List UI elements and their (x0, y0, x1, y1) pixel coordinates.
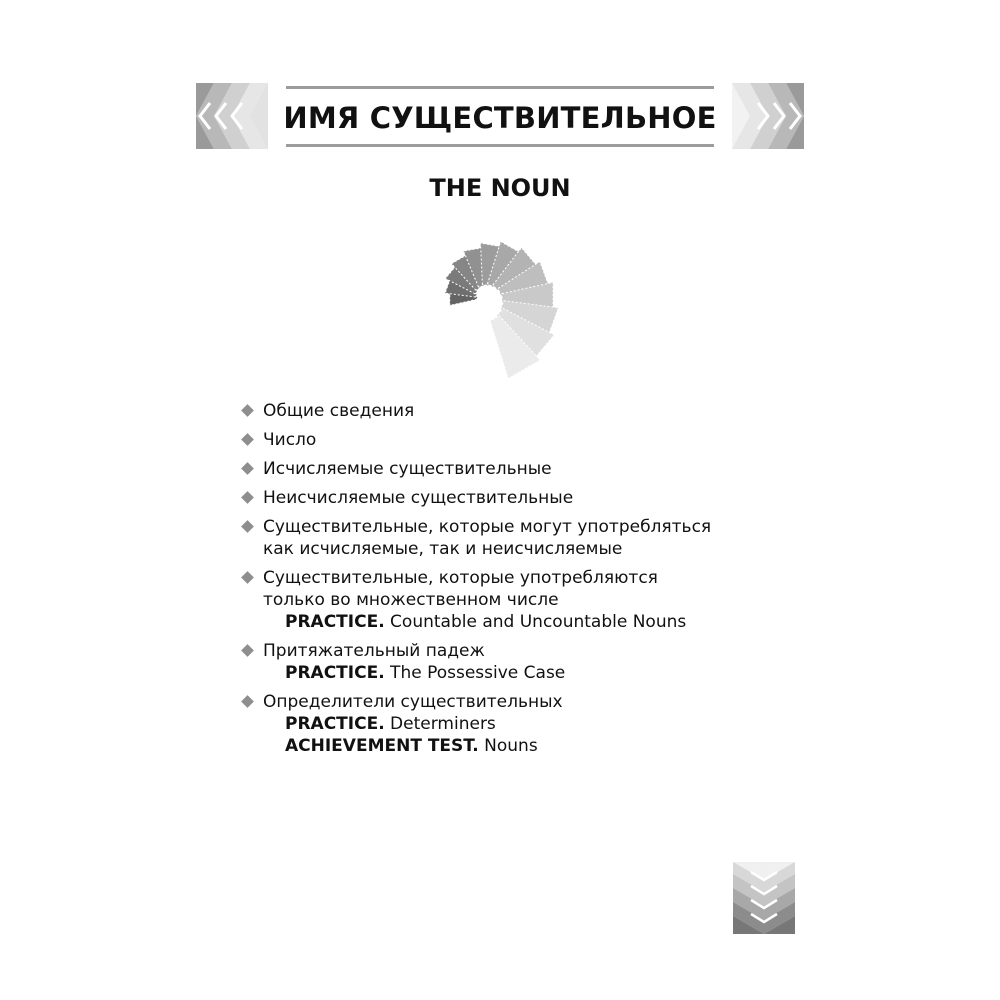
diamond-bullet-icon (241, 644, 254, 657)
contents-item (240, 567, 760, 633)
contents-item-text: Неисчисляемые существительные (263, 488, 574, 508)
contents-item-text: как исчисляемые, так и неисчисляемые (263, 539, 623, 559)
diamond-bullet-icon (241, 433, 254, 446)
contents-item (240, 516, 760, 560)
subitem-text: Nouns (478, 736, 538, 756)
contents-item (240, 691, 760, 757)
contents-item-text: только во множественном числе (263, 590, 559, 610)
diamond-bullet-icon (241, 491, 254, 504)
subitem-text: Determiners (384, 714, 496, 734)
subtitle: THE NOUN (429, 174, 571, 202)
contents-item (240, 400, 760, 422)
contents-item (240, 640, 760, 684)
contents-item-text: Притяжательный падеж (263, 641, 485, 661)
subitem-label: PRACTICE. (285, 714, 385, 734)
chevron-right-decoration-icon (732, 83, 804, 149)
chevron-left-decoration-icon (196, 83, 268, 149)
contents-subitem (263, 662, 760, 684)
contents-item-text: Существительные, которые могут употребляться (263, 517, 712, 537)
contents-list (240, 400, 760, 764)
subitem-label: PRACTICE. (285, 612, 385, 632)
contents-subitem (263, 713, 760, 735)
contents-item-text: Исчисляемые существительные (263, 459, 552, 479)
subitem-text: Countable and Uncountable Nouns (384, 612, 687, 632)
diamond-bullet-icon (241, 695, 254, 708)
subitem-text: The Possessive Case (384, 663, 566, 683)
contents-subitem (263, 735, 760, 757)
chevron-down-decoration-icon (733, 862, 795, 934)
contents-item-text: Определители существительных (263, 692, 563, 712)
diamond-bullet-icon (241, 462, 254, 475)
chapter-title: ИМЯ СУЩЕСТВИТЕЛЬНОЕ (283, 101, 717, 135)
contents-item-text: Число (263, 430, 317, 450)
diamond-bullet-icon (241, 520, 254, 533)
contents-subitem (263, 611, 760, 633)
contents-item (240, 429, 760, 451)
diamond-bullet-icon (241, 404, 254, 417)
contents-item-text: Существительные, которые употребляются (263, 568, 658, 588)
spiral-fan-icon (425, 228, 575, 378)
contents-item (240, 487, 760, 509)
title-rule-bottom (286, 144, 714, 147)
subitem-label: ACHIEVEMENT TEST. (285, 736, 479, 756)
contents-item-text: Общие сведения (263, 401, 415, 421)
diamond-bullet-icon (241, 571, 254, 584)
contents-item (240, 458, 760, 480)
subitem-label: PRACTICE. (285, 663, 385, 683)
